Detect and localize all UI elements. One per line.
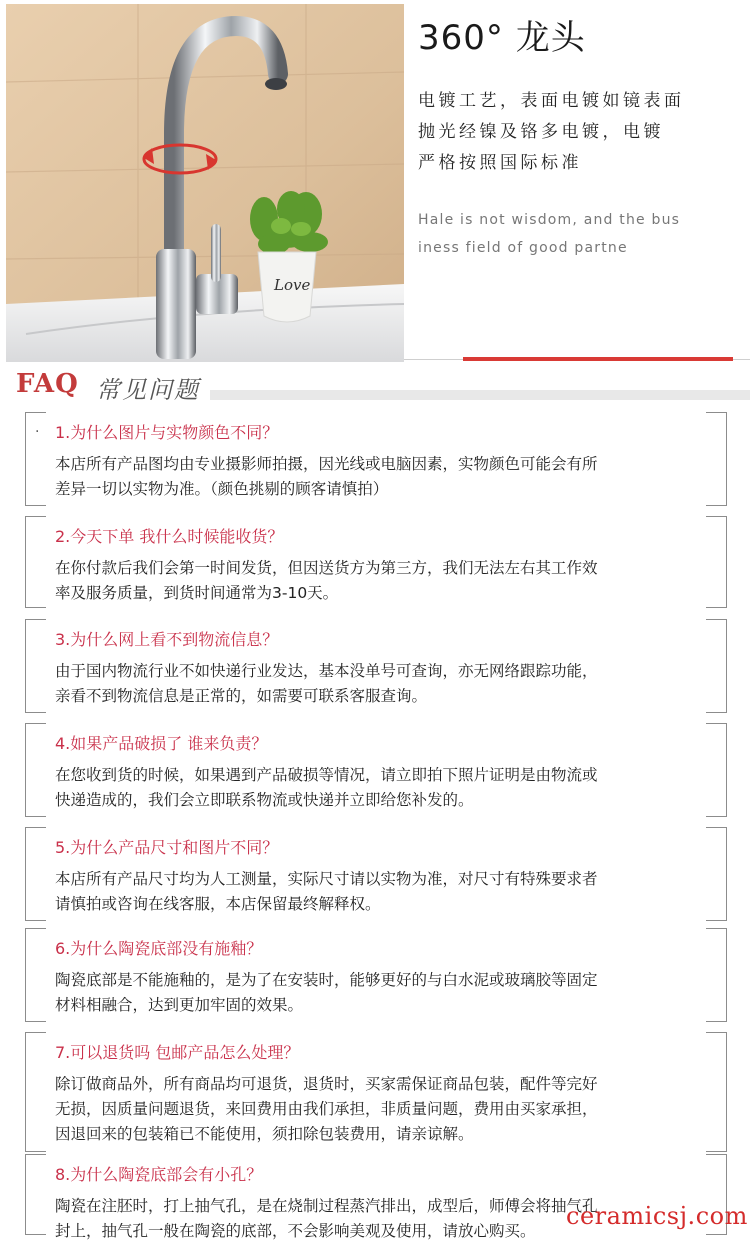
faq-question: 2.今天下单 我什么时候能收货？ <box>55 527 284 546</box>
faq-card <box>25 1032 727 1152</box>
faq-answer-line: 除订做商品外，所有商品均可退货，退货时，买家需保证商品包装，配件等完好 <box>55 1075 598 1093</box>
faq-answer-line: 封上，抽气孔一般在陶瓷的底部，不会影响美观及使用，请放心购买。 <box>55 1222 536 1240</box>
faq-question: 1.为什么图片与实物颜色不同？ <box>55 423 279 442</box>
hero-title: 360° 龙头 <box>418 18 586 58</box>
site-watermark: ceramicsj.com <box>566 1202 748 1230</box>
faq-answer <box>55 452 695 502</box>
faq-card <box>25 516 727 608</box>
faq-answer-line: 请慎拍或咨询在线客服，本店保留最终解释权。 <box>55 895 381 913</box>
hero-en-line: Hale is not wisdom, and the bus <box>418 212 681 228</box>
hero-desc-line: 严格按照国际标准 <box>418 153 582 173</box>
accent-bar <box>463 357 733 361</box>
faq-answer-line: 在您收到货的时候，如果遇到产品破损等情况，请立即拍下照片证明是由物流或 <box>55 766 598 784</box>
faq-question: 5.为什么产品尺寸和图片不同？ <box>55 838 279 857</box>
faq-answer <box>55 763 695 813</box>
faq-answer-line: 陶瓷底部是不能施釉的，是为了在安装时，能够更好的与白水泥或玻璃胶等固定 <box>55 971 598 989</box>
faq-answer <box>55 659 695 709</box>
hero-description <box>418 86 738 179</box>
faq-header-rule <box>210 390 750 400</box>
faq-answer <box>55 1072 695 1147</box>
faucet-photo <box>6 4 404 362</box>
faq-answer <box>55 556 695 606</box>
faq-answer-line: 由于国内物流行业不如快递行业发达，基本没单号可查询，亦无网络跟踪功能， <box>55 662 598 680</box>
faq-answer-line: 在你付款后我们会第一时间发货，但因送货方为第三方，我们无法左右其工作效 <box>55 559 598 577</box>
faq-question: 3.为什么网上看不到物流信息？ <box>55 630 279 649</box>
faq-header <box>0 364 750 404</box>
pot-love-text: Love <box>274 276 311 294</box>
faq-answer-line: 本店所有产品图均由专业摄影师拍摄，因光线或电脑因素，实物颜色可能会有所 <box>55 455 598 473</box>
faq-question: 8.为什么陶瓷底部会有小孔？ <box>55 1165 263 1184</box>
faq-question: 6.为什么陶瓷底部没有施釉？ <box>55 939 263 958</box>
faq-answer-line: 本店所有产品尺寸均为人工测量，实际尺寸请以实物为准，对尺寸有特殊要求者 <box>55 870 598 888</box>
hero-desc-line: 电镀工艺，表面电镀如镜表面 <box>418 91 685 111</box>
faucet-illustration <box>6 4 404 362</box>
faq-label: FAQ <box>16 369 79 399</box>
faq-answer-line: 无损，因质量问题退货，来回费用由我们承担，非质量问题，费用由买家承担， <box>55 1100 598 1118</box>
faq-card <box>25 723 727 817</box>
hero-desc-line: 抛光经镍及铬多电镀，电镀 <box>418 122 664 142</box>
faq-question: 7.可以退货吗 包邮产品怎么处理？ <box>55 1043 300 1062</box>
faq-answer <box>55 867 695 917</box>
faq-answer <box>55 968 695 1018</box>
faq-card <box>25 619 727 713</box>
faq-answer-line: 材料相融合，达到更加牢固的效果。 <box>55 996 304 1014</box>
faq-answer-line: 差异一切以实物为准。（颜色挑剔的顾客请慎拍） <box>55 480 389 498</box>
faq-card <box>25 827 727 921</box>
faq-answer-line: 亲看不到物流信息是正常的，如需要可联系客服查询。 <box>55 687 428 705</box>
faq-answer-line: 陶瓷在注胚时，打上抽气孔，是在烧制过程蒸汽排出，成型后，师傅会将抽气孔 <box>55 1197 598 1215</box>
faq-question: 4.如果产品破损了 谁来负责？ <box>55 734 268 753</box>
product-hero <box>0 0 750 368</box>
faq-answer-line: 率及服务质量，到货时间通常为3-10天。 <box>55 584 339 602</box>
faq-answer-line: 快递造成的，我们会立即联系物流或快递并立即给您补发的。 <box>55 791 474 809</box>
faq-card <box>25 412 727 506</box>
hero-english-text <box>418 206 738 262</box>
hero-en-line: iness field of good partne <box>418 240 628 256</box>
faq-subtitle: 常见问题 <box>96 376 200 404</box>
bullet-dot: · <box>35 424 40 440</box>
faq-answer-line: 因退回来的包装箱已不能使用，须扣除包装费用，请亲谅解。 <box>55 1125 474 1143</box>
faq-card <box>25 928 727 1022</box>
